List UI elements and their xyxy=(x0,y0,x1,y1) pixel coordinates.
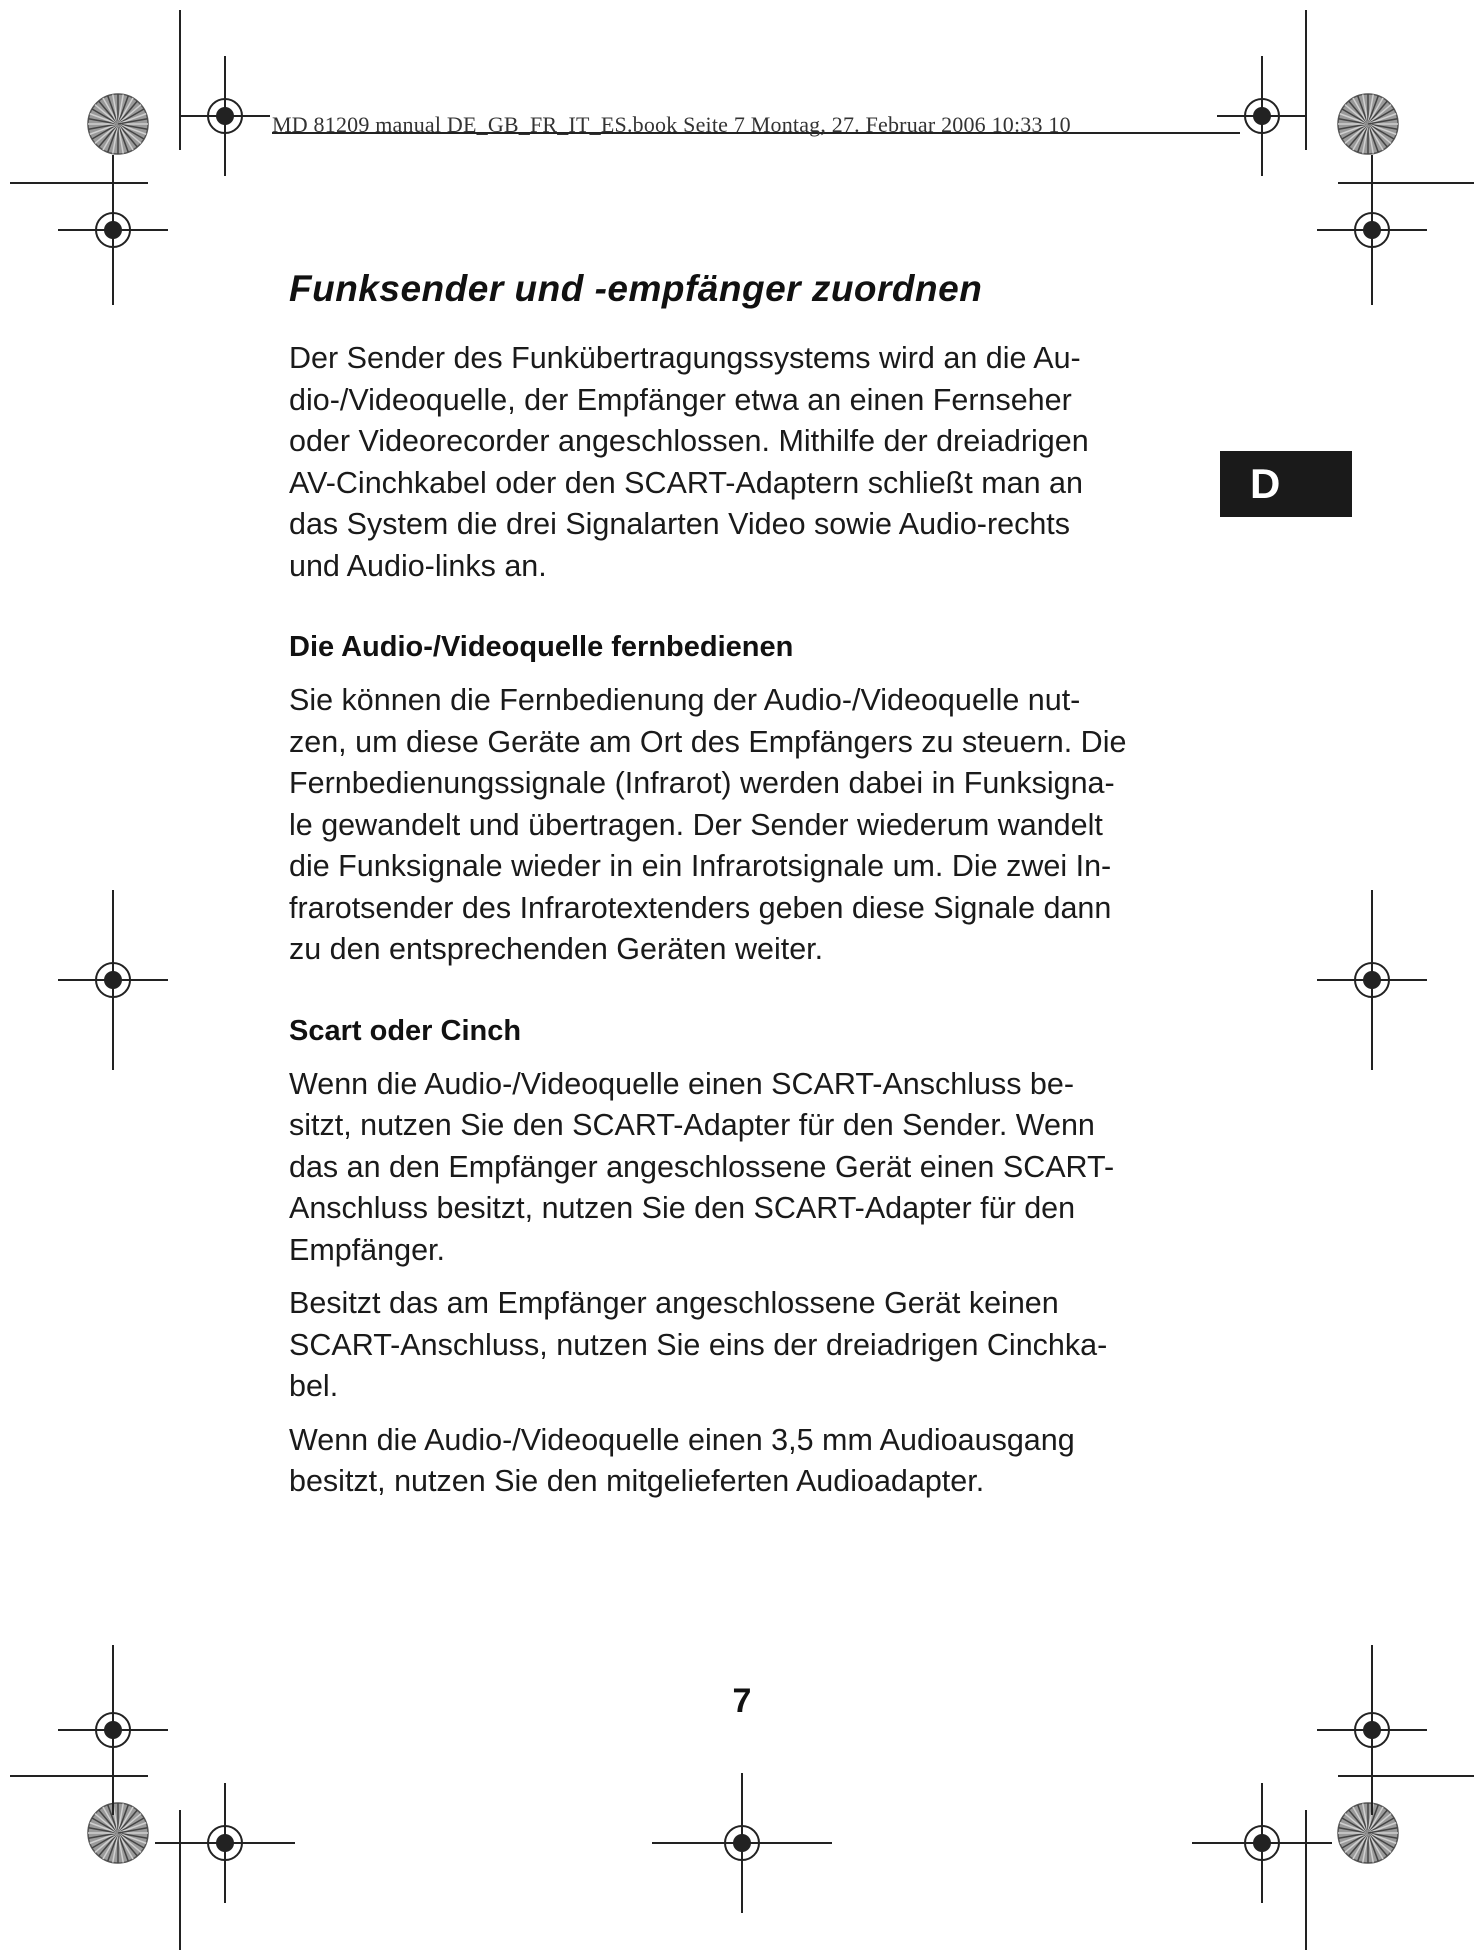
page-content xyxy=(289,268,1239,1515)
color-rosette-icon xyxy=(1338,94,1398,154)
registration-target-icon xyxy=(155,1783,295,1903)
color-rosette-icon xyxy=(88,94,148,154)
section-title-funksender: Funksender und -empfänger zuordnen xyxy=(289,268,983,309)
section-title-scart-cinch: Scart oder Cinch xyxy=(289,1014,522,1047)
registration-target-icon xyxy=(58,155,168,305)
paragraph-fernbedienen: Sie können die Fernbedienung der Audio-/Videoquelle nut- zen, um diese Geräte am Ort des Empfängers zu steuern. Die Fernbedienungssignale (Infrarot) werden dabei in Funksigna- le gewandelt und übertragen. Der Sender wiederum wandelt die Funksignale wieder in ein Infrarotsignale um. Die zwei In- frarotsender des Infrarotextenders geben diese Signale dann zu den entsprechenden Geräten weiter. xyxy=(289,683,1127,966)
page-number: 7 xyxy=(732,1682,752,1720)
registration-target-icon xyxy=(58,890,168,1070)
paragraph-scart-2: Besitzt das am Empfänger angeschlossene Gerät keinen SCART-Anschluss, nutzen Sie eins der dreiadrigen Cinchka- bel. xyxy=(289,1286,1108,1403)
registration-target-icon xyxy=(1217,56,1307,176)
registration-target-icon xyxy=(652,1773,832,1913)
registration-target-icon xyxy=(1317,890,1427,1070)
paragraph-funksender: Der Sender des Funkübertragungssystems wird an die Au- dio-/Videoquelle, der Empfänger etwa an einen Fernseher oder Videorecorder angeschlossen. Mithilfe der dreiadrigen AV-Cinchkabel oder den SCART-Adaptern schließt man an das System die drei Signalarten Video sowie Audio-rechts und Audio-links an. xyxy=(289,341,1089,583)
print-slug: MD 81209 manual DE_GB_FR_IT_ES.book Seite 7 Montag, 27. Februar 2006 10:33 10 xyxy=(272,112,1071,137)
registration-target-icon xyxy=(1192,1783,1332,1903)
color-rosette-icon xyxy=(88,1803,148,1863)
registration-target-icon xyxy=(1317,155,1427,305)
language-tab: D xyxy=(1220,451,1352,517)
paragraph-scart-3: Wenn die Audio-/Videoquelle einen 3,5 mm Audioausgang besitzt, nutzen Sie den mitgelieferten Audioadapter. xyxy=(289,1422,1075,1498)
registration-target-icon xyxy=(180,56,270,176)
registration-target-icon xyxy=(58,1645,168,1815)
paragraph-scart-1: Wenn die Audio-/Videoquelle einen SCART-Anschluss be- sitzt, nutzen Sie den SCART-Adapter für den Sender. Wenn das an den Empfänger angeschlossene Gerät einen SCART- Anschluss besitzt, nutzen Sie den SCART-Adapter für den Empfänger. xyxy=(289,1066,1115,1267)
registration-target-icon xyxy=(1317,1645,1427,1815)
color-rosette-icon xyxy=(1338,1803,1398,1863)
section-title-fernbedienen: Die Audio-/Videoquelle fernbedienen xyxy=(289,631,794,663)
